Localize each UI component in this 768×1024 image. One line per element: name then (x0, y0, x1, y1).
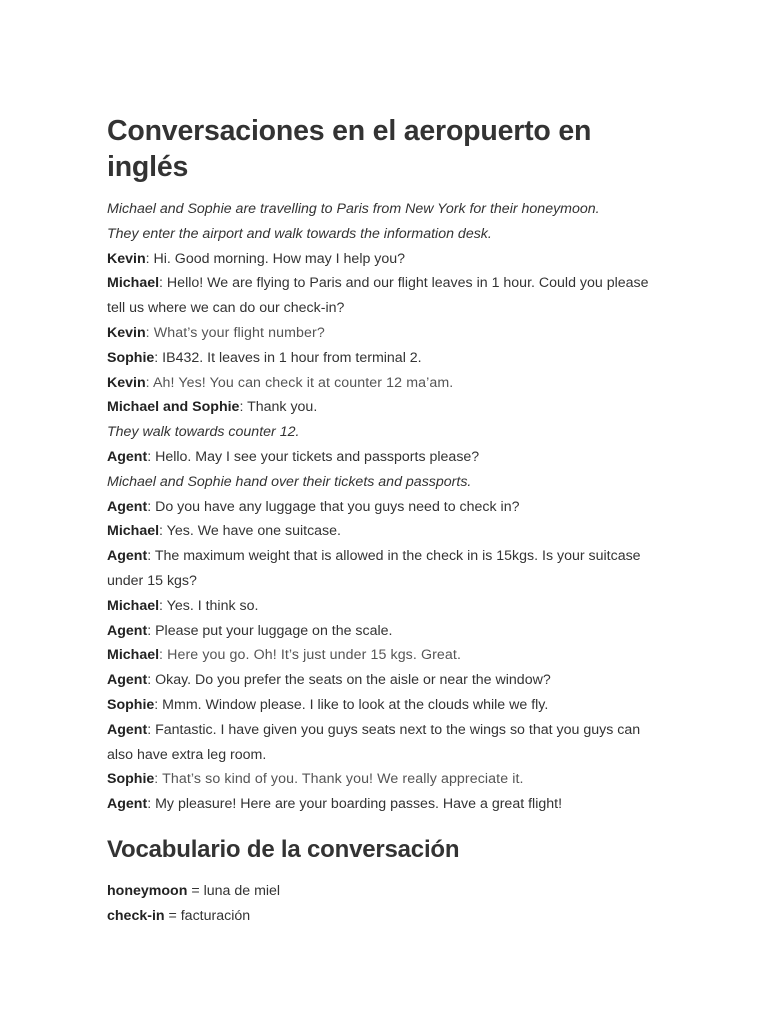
dialog-line (107, 222, 652, 247)
dialog-line (107, 495, 652, 520)
dialog-line (107, 668, 652, 693)
speaker-name: Agent (107, 622, 148, 639)
dialog-text: : Mmm. Window please. I like to look at the clouds while we fly. (154, 696, 549, 713)
speaker-name: Sophie (107, 771, 155, 788)
document-page (107, 113, 652, 929)
vocab-item (107, 904, 652, 929)
dialog-line (107, 594, 652, 619)
conversation (107, 197, 652, 817)
dialog-line (107, 395, 652, 420)
speaker-name: Michael (107, 597, 160, 614)
dialog-text: Michael and Sophie are travelling to Paris from New York for their honeymoon. (107, 201, 600, 217)
dialog-text: : IB432. It leaves in 1 hour from terminal 2. (154, 349, 422, 366)
dialog-text: : Okay. Do you prefer the seats on the aisle or near the window? (147, 672, 551, 689)
speaker-name: Michael and Sophie (107, 399, 240, 416)
speaker-name: Agent (107, 548, 148, 565)
dialog-text: : Do you have any luggage that you guys need to check in? (147, 498, 520, 515)
speaker-name: Michael (107, 647, 160, 664)
speaker-name: Michael (107, 523, 160, 540)
vocab-term: honeymoon (107, 882, 188, 899)
dialog-text: : Hello. May I see your tickets and passports please? (147, 448, 480, 465)
dialog-line (107, 445, 652, 470)
speaker-name: Agent (107, 721, 148, 738)
dialog-text: : Here you go. Oh! It’s just under 15 kgs. Great. (159, 647, 461, 664)
speaker-name: Kevin (107, 374, 146, 391)
dialog-line (107, 470, 652, 495)
dialog-text: : Yes. We have one suitcase. (159, 523, 341, 540)
speaker-name: Agent (107, 796, 148, 813)
dialog-text: : Yes. I think so. (159, 597, 259, 614)
dialog-line (107, 247, 652, 272)
dialog-text: : The maximum weight that is allowed in the check in is 15kgs. Is your suitcase under 15 kgs? (107, 548, 641, 589)
dialog-text: Michael and Sophie hand over their tickets and passports. (107, 473, 472, 490)
dialog-text: : Ah! Yes! You can check it at counter 12 ma’am. (145, 374, 454, 391)
dialog-line (107, 544, 652, 594)
dialog-text: : Thank you. (239, 399, 318, 416)
dialog-line (107, 718, 652, 768)
speaker-name: Agent (107, 672, 148, 689)
speaker-name: Agent (107, 498, 148, 515)
speaker-name: Sophie (107, 349, 155, 366)
vocab-meaning: = luna de miel (187, 882, 281, 899)
page-title: Conversaciones en el aeropuerto en inglés (107, 115, 592, 183)
dialog-text: : That’s so kind of you. Thank you! We really appreciate it. (154, 771, 524, 788)
dialog-text: : Hello! We are flying to Paris and our flight leaves in 1 hour. Could you please tell us where we can do our check-in? (107, 275, 649, 317)
dialog-line (107, 619, 652, 644)
dialog-text: : Fantastic. I have given you guys seats next to the wings so that you guys can also have extra leg room. (107, 721, 641, 763)
dialog-line (107, 693, 652, 718)
dialog-line (107, 643, 652, 668)
speaker-name: Sophie (107, 696, 155, 713)
vocabulary-heading: Vocabulario de la conversación (107, 835, 460, 863)
dialog-line (107, 792, 652, 817)
dialog-text: : What’s your flight number? (145, 324, 325, 341)
dialog-line (107, 420, 652, 445)
dialog-text: They enter the airport and walk towards the information desk. (107, 225, 492, 242)
dialog-line (107, 519, 652, 544)
dialog-line (107, 321, 652, 346)
speaker-name: Kevin (107, 250, 146, 267)
dialog-line (107, 271, 652, 321)
vocabulary-list (107, 879, 652, 929)
vocab-term: check-in (107, 907, 165, 924)
dialog-text: : Please put your luggage on the scale. (147, 622, 393, 639)
vocab-meaning: = facturación (164, 907, 251, 924)
speaker-name: Kevin (107, 324, 146, 341)
speaker-name: Michael (107, 275, 160, 292)
vocab-item (107, 879, 652, 904)
dialog-line (107, 371, 652, 396)
speaker-name: Agent (107, 448, 148, 465)
dialog-line (107, 767, 652, 792)
dialog-text: : My pleasure! Here are your boarding passes. Have a great flight! (147, 796, 563, 813)
dialog-line (107, 197, 652, 222)
dialog-line (107, 346, 652, 371)
dialog-text: : Hi. Good morning. How may I help you? (145, 250, 406, 267)
dialog-text: They walk towards counter 12. (107, 424, 300, 441)
